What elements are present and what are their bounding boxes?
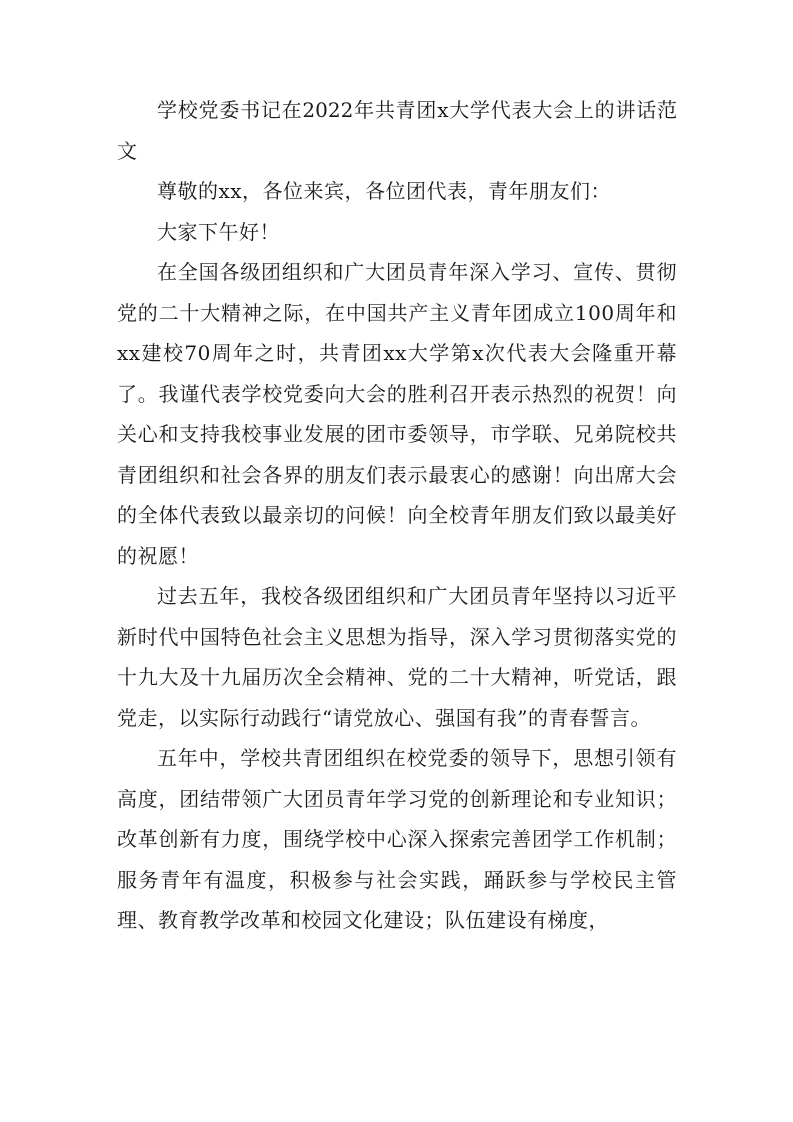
salutation-paragraph: 尊敬的xx，各位来宾，各位团代表，青年朋友们：	[157, 179, 612, 203]
body-paragraph-achievements: 五年中，学校共青团组织在校党委的领导下，思想引领有高度，团结带领广大团员青年学习党的创新理论和专业知识；改革创新有力度，围绕学校中心深入探索完善团学工作机制；服务青年有温度，积极参与社会实践，踊跃参与学校民主管理、教育教学改革和校园文化建设；队伍建设有梯度，	[117, 746, 677, 932]
document-title: 学校党委书记在2022年共青团x大学代表大会上的讲话范文	[117, 98, 677, 163]
greeting-paragraph: 大家下午好！	[157, 219, 280, 244]
document-body	[117, 90, 677, 941]
body-paragraph-past-five-years: 过去五年，我校各级团组织和广大团员青年坚持以习近平新时代中国特色社会主义思想为指导，深入学习贯彻落实党的十九大及十九届历次全会精神、党的二十大精神，听党话，跟党走，以实际行动践行“请党放心、强国有我”的青春誓言。	[117, 584, 677, 730]
body-paragraph-opening: 在全国各级团组织和广大团员青年深入学习、宣传、贯彻党的二十大精神之际，在中国共产主义青年团成立100周年和xx建校70周年之时，共青团xx大学第x次代表大会隆重开幕了。我谨代表学校党委向大会的胜利召开表示热烈的祝贺！向关心和支持我校事业发展的团市委领导，市学联、兄弟院校共青团组织和社会各界的朋友们表示最衷心的感谢！向出席大会的全体代表致以最亲切的问候！向全校青年朋友们致以最美好的祝愿！	[117, 260, 677, 568]
